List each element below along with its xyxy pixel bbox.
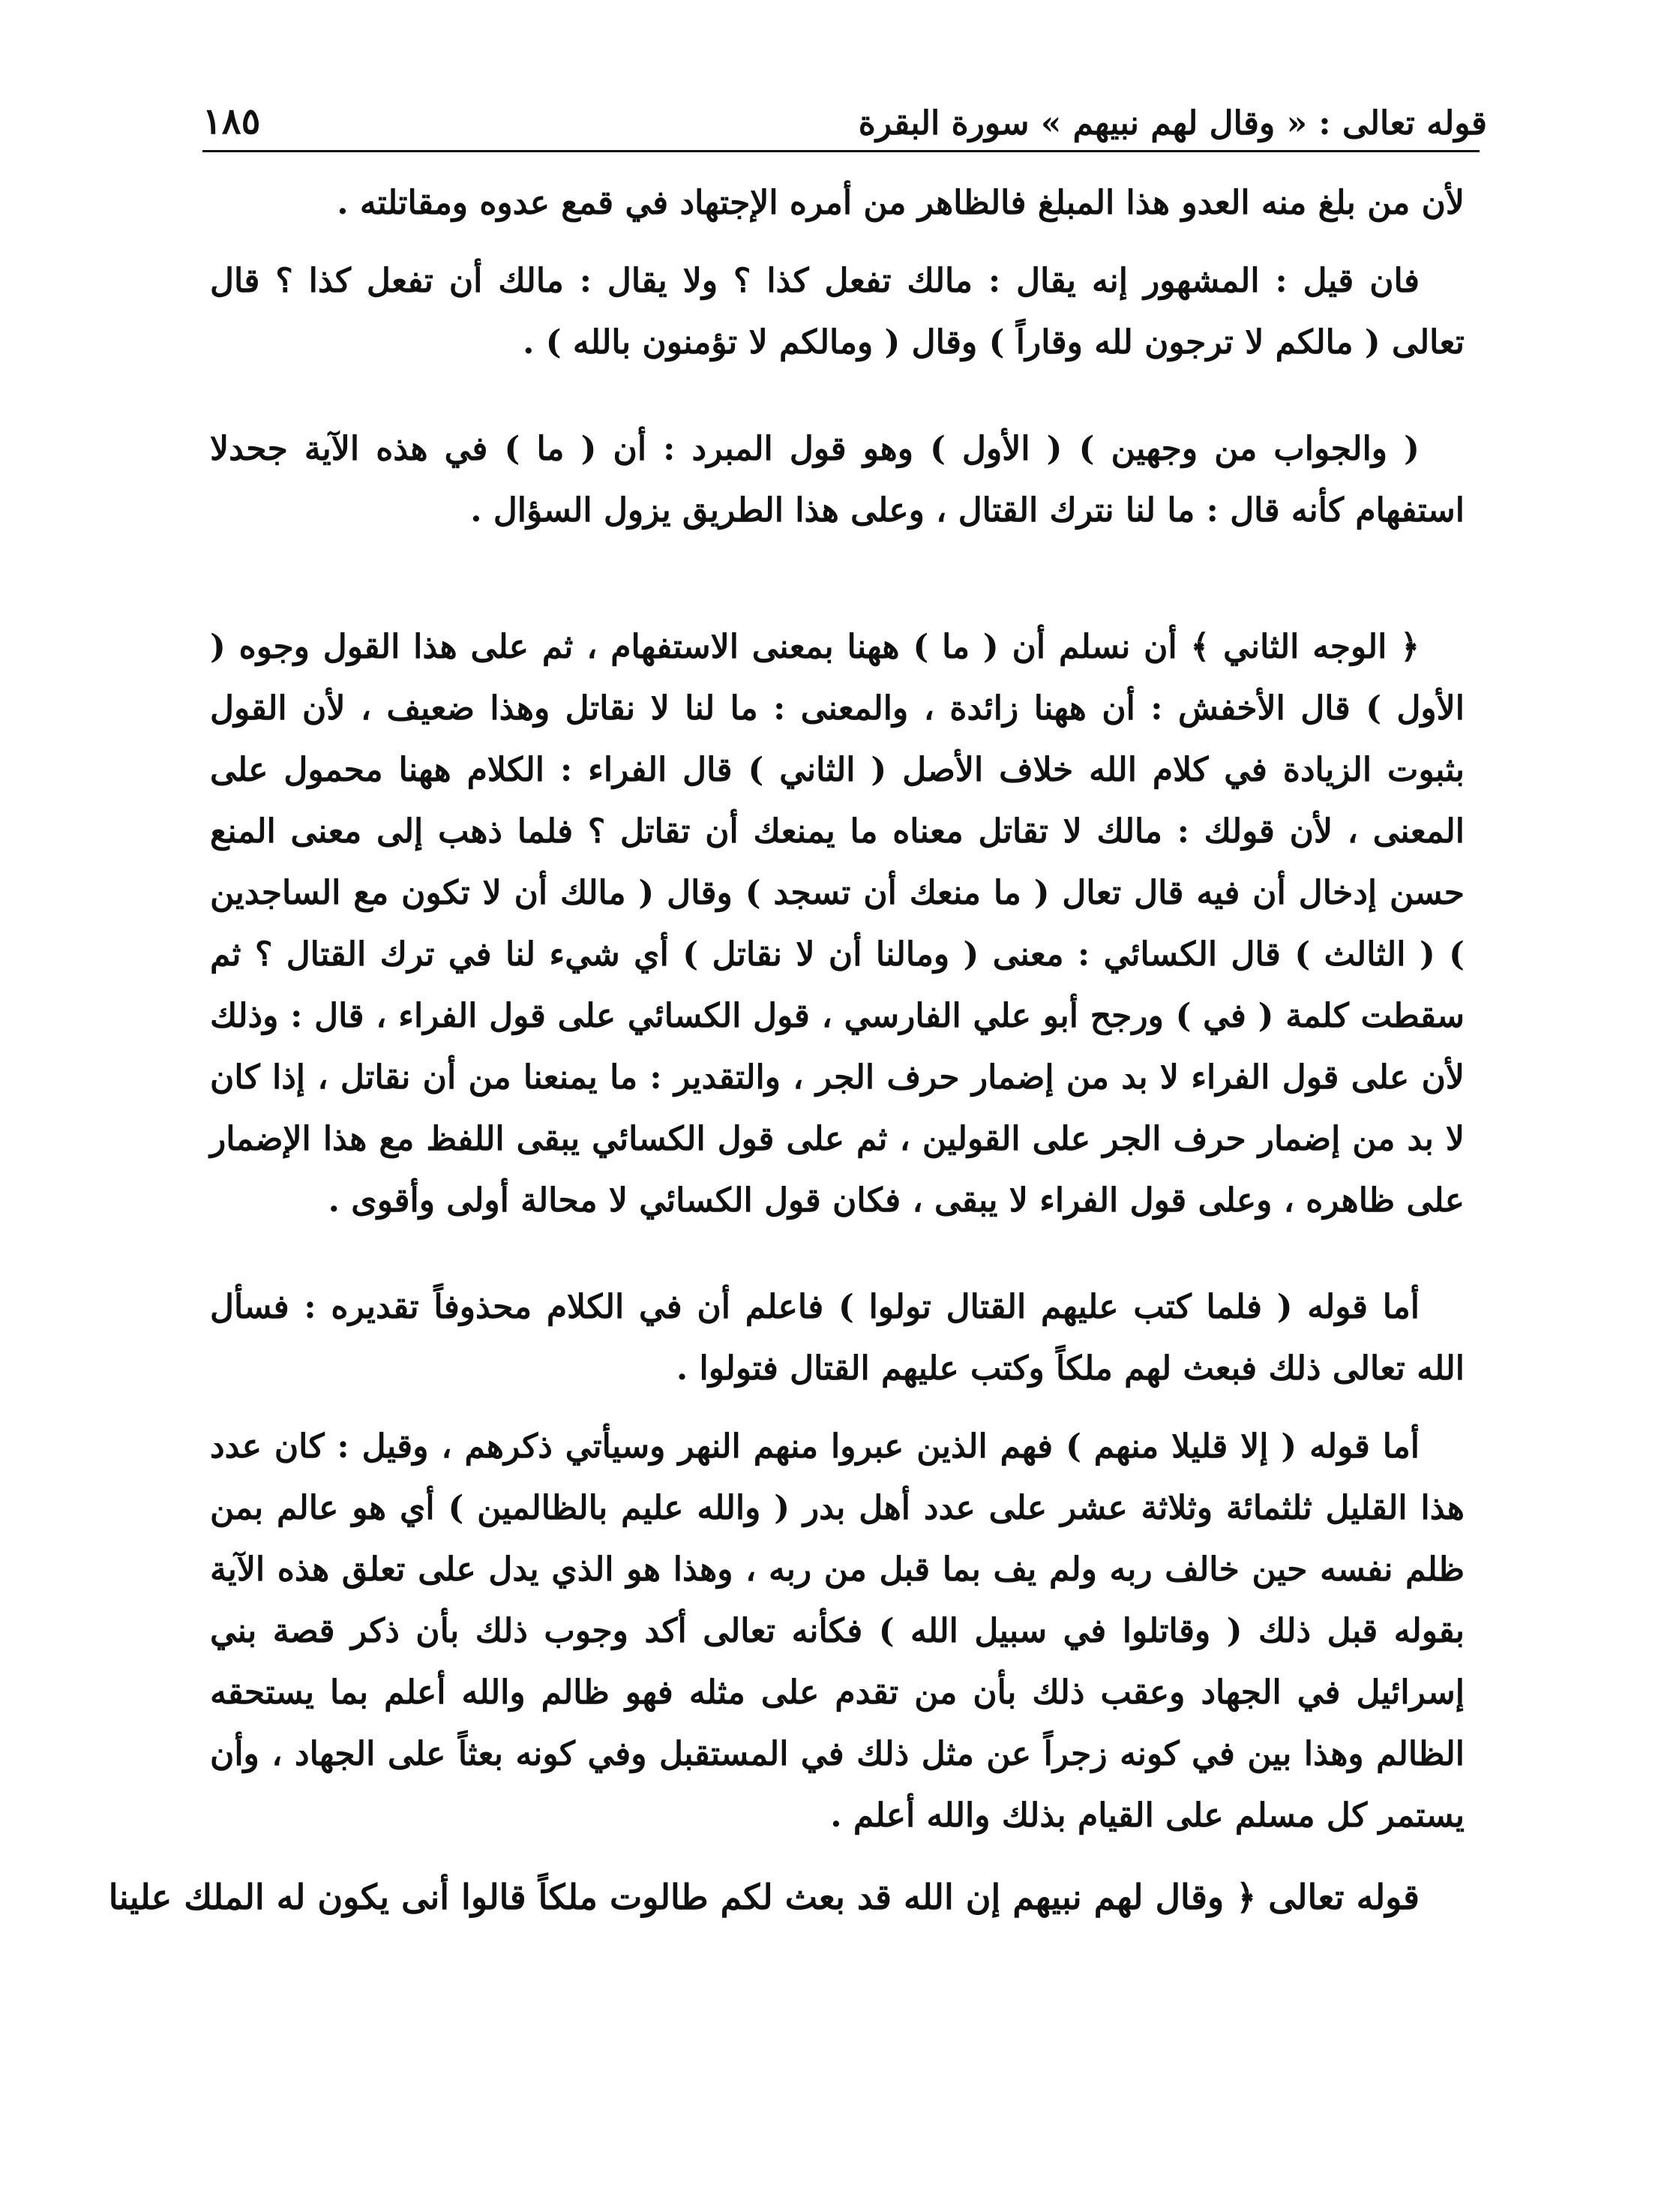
paragraph: ﴿ الوجه الثاني ﴾ أن نسلم أن ( ما ) ههنا بمعنى الاستفهام ، ثم على هذا القول وجوه ( الأول ) قال الأخفش : أن ههنا زائدة ، والمعنى : ما لنا لا نقاتل وهذا ضعيف ، لأن القول بثبوت الزيادة في كلام الله خلاف الأصل ( الثاني ) قال الفراء : الكلام ههنا محمول على المعنى ، لأن قولك : مالك لا تقاتل معناه ما يمنعك أن تقاتل ؟ فلما ذهب إلى معنى المنع حسن إدخال أن فيه قال تعال ( ما منعك أن تسجد ) وقال ( مالك أن لا تكون مع الساجدين ) ( الثالث ) قال الكسائي : معنى ( ومالنا أن لا نقاتل ) أي شيء لنا في ترك القتال ؟ ثم سقطت كلمة ( في ) ورجح أبو علي الفارسي ، قول الكسائي على قول الفراء ، قال : وذلك لأن على قول الفراء لا بد من إضمار حرف الجر ، والتقدير : ما يمنعنا من أن نقاتل ، إذا كان لا بد من إضمار حرف الجر على القولين ، ثم على قول الكسائي يبقى اللفظ مع هذا الإضمار على ظاهره ، وعلى قول الفراء لا يبقى ، فكان قول الكسائي لا محالة أولى وأقوى . — [210, 628, 1465, 1220]
paragraph: أما قوله ( فلما كتب عليهم القتال تولوا ) فاعلم أن في الكلام محذوفاً تقديره : فسأل الله تعالى ذلك فبعث لهم ملكاً وكتب عليهم القتال فتولوا . — [210, 1288, 1465, 1388]
running-title: قوله تعالى : « وقال لهم نبيهم » سورة البقرة — [858, 104, 1487, 143]
page-number: ١٨٥ — [202, 101, 261, 143]
paragraph: لأن من بلغ منه العدو هذا المبلغ فالظاهر من أمره الإجتهاد في قمع عدوه ومقاتلته . — [337, 184, 1465, 222]
page-body — [108, 173, 1465, 1928]
paragraph: أما قوله ( إلا قليلا منهم ) فهم الذين عبروا منهم النهر وسيأتي ذكرهم ، وقيل : كان عدد هذا القليل ثلثمائة وثلاثة عشر على عدد أهل بدر ( والله عليم بالظالمين ) أي هو عالم بمن ظلم نفسه حين خالف ربه ولم يف بما قبل من ربه ، وهذا هو الذي يدل على تعلق هذه الآية بقوله قبل ذلك ( وقاتلوا في سبيل الله ) فكأنه تعالى أكد وجوب ذلك بأن ذكر قصة بني إسرائيل في الجهاد وعقب ذلك بأن من تقدم على مثله فهو ظالم والله أعلم بما يستحقه الظالم وهذا بين في كونه زجراً عن مثل ذلك في المستقبل وفي كونه بعثاً على الجهاد ، وأن يستمر كل مسلم على القيام بذلك والله أعلم . — [210, 1427, 1465, 1835]
closing-verse-line: قوله تعالى ﴿ وقال لهم نبيهم إن الله قد بعث لكم طالوت ملكاً قالوا أنى يكون له الملك علينا — [108, 1877, 1420, 1917]
paragraph: فان قيل : المشهور إنه يقال : مالك تفعل كذا ؟ ولا يقال : مالك أن تفعل كذا ؟ قال تعالى ( مالكم لا ترجون لله وقاراً ) وقال ( ومالكم لا تؤمنون بالله ) . — [210, 262, 1465, 362]
paragraph: ( والجواب من وجهين ) ( الأول ) وهو قول المبرد : أن ( ما ) في هذه الآية جحدلا استفهام كأنه قال : ما لنا نترك القتال ، وعلى هذا الطريق يزول السؤال . — [210, 430, 1465, 530]
header-rule — [202, 150, 1480, 152]
page-header — [202, 75, 1487, 143]
